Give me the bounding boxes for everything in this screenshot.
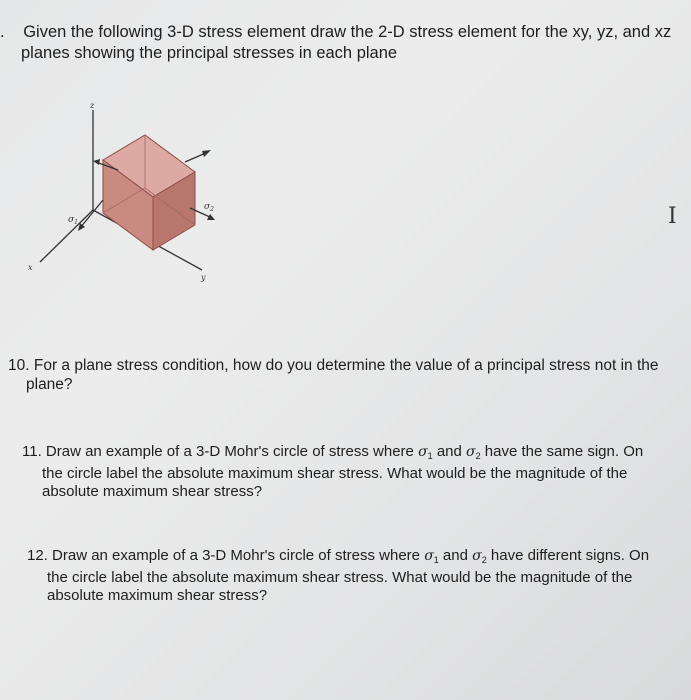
question-11-line1: 11. Draw an example of a 3-D Mohr's circle of stress where $\sigma_1$ and $\sigma_2$ have the same sign. On (22, 443, 644, 461)
y-axis-label: y (201, 273, 206, 282)
question-9-number: . (0, 23, 5, 41)
x-axis-label: x (28, 263, 33, 272)
sigma1-label: $\sigma_1$ (68, 215, 78, 226)
question-12 (27, 547, 657, 605)
x-axis (40, 210, 93, 262)
stress-element-figure (0, 90, 320, 300)
question-10-line2: plane? (26, 376, 73, 393)
question-9 (0, 22, 690, 64)
question-11-line3: absolute maximum shear stress? (42, 483, 263, 500)
question-9-line2: planes showing the principal stresses in each plane (21, 44, 398, 62)
question-11 (22, 443, 662, 501)
question-12-line1: 12. Draw an example of a 3-D Mohr's circle of stress where $\sigma_1$ and $\sigma_2$ have different signs. On (27, 547, 650, 565)
sigma2-label: $\sigma_2$ (204, 202, 214, 213)
question-11-line2: the circle label the absolute maximum shear stress. What would be the magnitude of the (42, 465, 628, 482)
z-axis-label: z (90, 101, 95, 110)
question-10 (8, 356, 673, 394)
text-cursor-icon: I (668, 204, 677, 229)
question-12-line2: the circle label the absolute maximum shear stress. What would be the magnitude of the (47, 569, 633, 586)
question-12-line3: absolute maximum shear stress? (47, 587, 268, 604)
question-9-line1: Given the following 3-D stress element draw the 2-D stress element for the xy, yz, and xz (23, 23, 672, 41)
question-10-line1: 10. For a plane stress condition, how do you determine the value of a principal stress not in the (8, 357, 659, 374)
